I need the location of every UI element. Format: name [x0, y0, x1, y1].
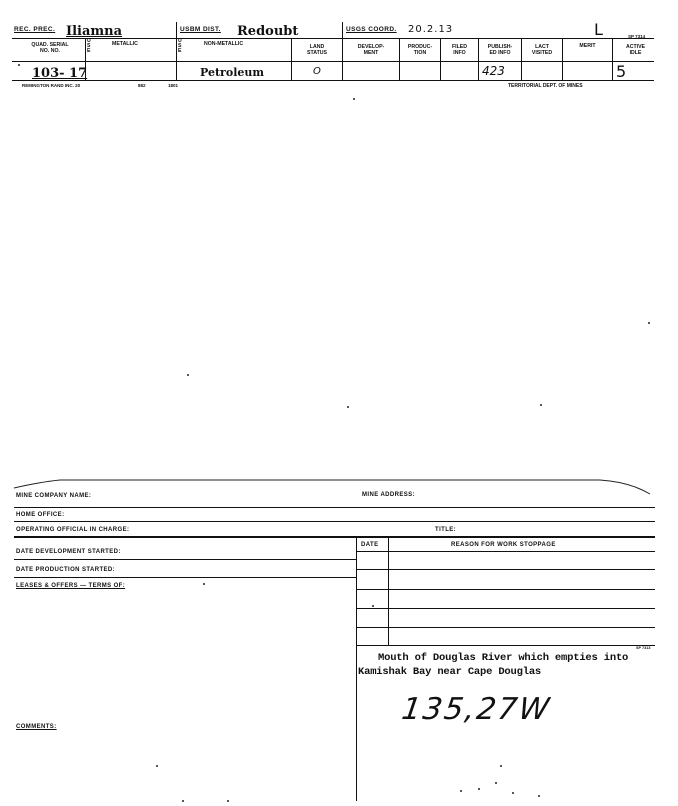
scan-speck [478, 788, 480, 790]
col-use-2: U S E [178, 38, 182, 55]
col-development: DEVELOP- MENT [357, 44, 385, 57]
date-column-header: DATE [361, 542, 379, 548]
dev-date-line [14, 559, 356, 560]
stoppage-row-1 [356, 569, 655, 570]
scan-speck [187, 374, 189, 376]
col-active-idle: ACTIVE IDLE [625, 44, 646, 57]
official-line [14, 536, 655, 538]
handwritten-coordinate: 135,27W [399, 692, 554, 727]
operating-official-label: OPERATING OFFICIAL IN CHARGE: [16, 527, 130, 533]
usbm-dist-value: Redoubt [237, 24, 299, 39]
top-divider-2 [342, 22, 343, 39]
scan-speck [182, 800, 184, 802]
mine-company-label: MINE COMPANY NAME: [16, 493, 92, 499]
usgs-coord-label: USGS COORD. [346, 26, 397, 33]
scan-speck [538, 795, 540, 797]
value-row-divider [12, 61, 654, 62]
home-office-label: HOME OFFICE: [16, 512, 65, 518]
quad-serial-value: 103- 17 [32, 66, 88, 81]
mine-address-label: MINE ADDRESS: [362, 492, 415, 498]
dept-imprint: TERRITORIAL DEPT. OF MINES [508, 83, 583, 89]
col-filed-info: FILED INFO [452, 44, 467, 57]
stoppage-row-3 [356, 608, 655, 609]
scan-speck [372, 605, 374, 607]
non-metallic-value: Petroleum [200, 66, 265, 79]
date-production-label: DATE PRODUCTION STARTED: [16, 567, 116, 573]
card-edge-curve [0, 470, 678, 500]
printer-code-1: 882 [138, 83, 146, 88]
scan-speck [353, 98, 355, 100]
comments-label: COMMENTS: [16, 724, 57, 730]
scan-speck [540, 404, 542, 406]
printer-imprint: REMINGTON RAND INC. 20 [22, 83, 81, 88]
col-use-1: U S E [87, 38, 91, 55]
prod-date-line [14, 577, 356, 578]
col-land-status: LAND STATUS [307, 44, 327, 57]
col-production: PRODUC- TION [407, 44, 433, 57]
scan-speck [347, 406, 349, 408]
rec-prec-label: REC. PREC. [14, 26, 56, 33]
location-note-line-2: Kamishak Bay near Cape Douglas [358, 666, 542, 678]
rec-prec-value: Iliamna [66, 24, 123, 39]
usgs-coord-value: 20.2.13 [408, 24, 454, 35]
top-divider-1 [176, 22, 177, 39]
date-development-label: DATE DEVELOPMENT STARTED: [16, 549, 121, 555]
col-metallic: METALLIC [112, 41, 138, 47]
published-info-value: 423 [482, 64, 505, 78]
leases-label: LEASES & OFFERS — TERMS OF: [16, 583, 126, 589]
scan-speck [500, 765, 502, 767]
stoppage-row-5 [356, 645, 655, 646]
col-merit: MERIT [579, 43, 596, 49]
col-non-metallic: NON-METALLIC [204, 41, 244, 47]
col-line-2 [176, 38, 177, 80]
scan-speck [156, 765, 158, 767]
date-col-border [388, 537, 389, 645]
scan-speck [495, 782, 497, 784]
mark-l: L [594, 20, 603, 39]
scan-speck [648, 322, 650, 324]
col-quad-serial: QUAD. SERIAL NO. NO. [31, 42, 69, 55]
home-office-line [14, 521, 655, 522]
scan-speck [18, 64, 20, 66]
scan-speck [203, 583, 205, 585]
usbm-dist-label: USBM DIST. [180, 26, 221, 33]
scan-speck [460, 790, 462, 792]
form-number: SP 7314 [628, 34, 646, 39]
title-label: TITLE: [435, 527, 457, 533]
scan-speck [512, 792, 514, 794]
stoppage-header-line [356, 551, 655, 552]
mine-company-line [14, 507, 655, 508]
location-note-line-1: Mouth of Douglas River which empties into [378, 652, 629, 664]
col-published-info: PUBLISH- ED INFO [487, 44, 513, 57]
stoppage-row-2 [356, 589, 655, 590]
reason-column-header: REASON FOR WORK STOPPAGE [451, 542, 556, 548]
active-idle-value: 5 [616, 62, 627, 81]
scan-speck [227, 800, 229, 802]
right-panel-border [356, 537, 357, 801]
card-top-bottom-line [12, 80, 654, 81]
land-status-value: O [313, 66, 321, 77]
printer-code-2: 1801 [168, 83, 179, 88]
stoppage-row-4 [356, 627, 655, 628]
form-number-2: SP 7313 [636, 646, 651, 650]
col-last-visited: LACT VISITED [531, 44, 553, 57]
